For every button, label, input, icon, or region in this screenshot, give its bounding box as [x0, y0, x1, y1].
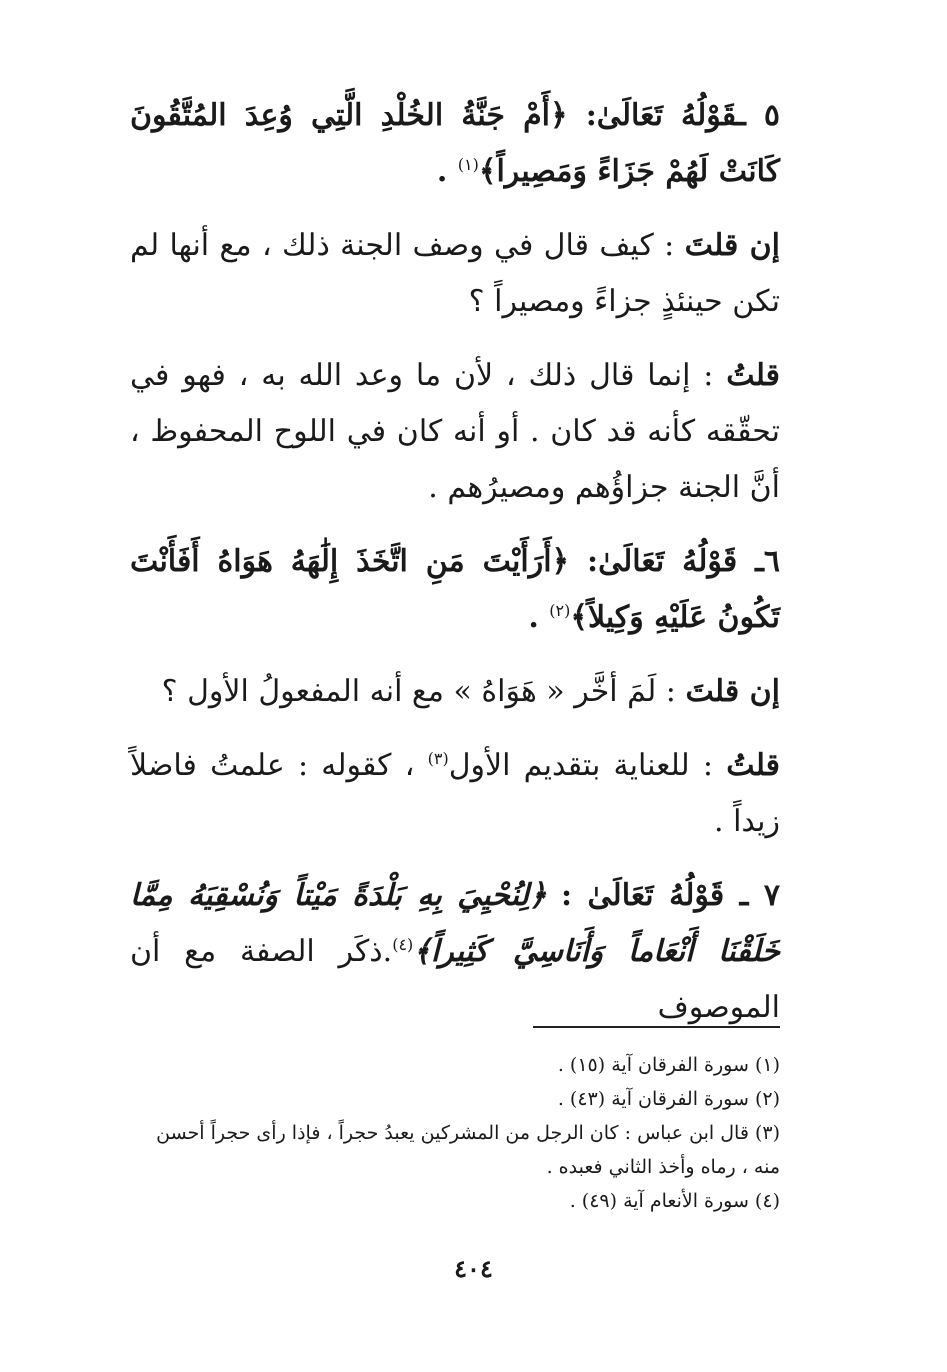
- footnote-ref-4[interactable]: (٤): [392, 935, 414, 954]
- paragraph-verse-5: [130, 88, 780, 200]
- verse-5-text: ﴿أَمْ جَنَّةُ الخُلْدِ الَّتِي وُعِدَ المُتَّقُونَ كَانَتْ لَهُمْ جَزَاءً وَمَصِيراً﴾: [130, 98, 780, 189]
- question-1-lead: إن قلتَ: [684, 228, 780, 263]
- paragraph-answer-1: [130, 348, 780, 516]
- footnote-2: (٢) سورة الفرقان آية (٤٣) .: [557, 1088, 780, 1110]
- paragraph-answer-2: [130, 738, 780, 850]
- answer-2-text-b: ، كقوله : علمتُ فاضلاً زيداً .: [130, 748, 780, 839]
- footnote-ref-1[interactable]: (١): [457, 155, 479, 174]
- verse-5-heading: ٥ ـقَوْلُهُ تَعَالَىٰ:: [585, 98, 780, 133]
- question-2-text: : لَمَ أخَّر « هَوَاهُ » مع أنه المفعولُ الأول ؟: [161, 674, 686, 709]
- paragraph-question-1: [130, 218, 780, 330]
- answer-2-text-a: : للعناية بتقديم الأول: [448, 748, 727, 783]
- footnote-ref-3[interactable]: (٣): [427, 749, 449, 768]
- answer-2-lead: قلتُ: [726, 748, 781, 783]
- paragraph-question-2: [130, 664, 780, 720]
- footnote-3: (٣) قال ابن عباس : كان الرجل من المشركين يعبدُ حجراً ، فإذا رأى حجراً أحسن منه ، رماه وأخذ الثاني فعبده .: [156, 1122, 780, 1178]
- paragraph-verse-7: [130, 868, 780, 1036]
- footnote-ref-2[interactable]: (٢): [549, 601, 571, 620]
- verse-5-end: .: [436, 154, 458, 189]
- verse-7-text: ﴿لِنُحْيِيَ بِهِ بَلْدَةً مَيْتاً وَنُسْقِيَهُ مِمَّا خَلَقْنَا أَنْعَاماً وَأَنَاسِيَّ كَثِيراً﴾: [130, 878, 780, 969]
- page-number: ٤٠٤: [454, 1254, 493, 1283]
- question-2-lead: إن قلتَ: [685, 674, 780, 709]
- verse-7-heading: ٧ ـ قَوْلُهُ تَعَالَىٰ :: [561, 878, 781, 913]
- page-body: [130, 88, 780, 1054]
- verse-7-tail: .ذكَر الصفة مع أن الموصوف: [130, 934, 780, 1025]
- verse-6-end: .: [528, 600, 550, 635]
- paragraph-verse-6: [130, 534, 780, 646]
- footnotes: [130, 1048, 780, 1218]
- verse-6-text: ﴿أَرَأَيْتَ مَنِ اتَّخَذَ إِلَٰهَهُ هَوَاهُ أَفَأَنْتَ تَكُونُ عَلَيْهِ وَكِيلاً﴾: [130, 544, 780, 635]
- footnote-1: (١) سورة الفرقان آية (١٥) .: [557, 1054, 780, 1076]
- question-1-text: : كيف قال في وصف الجنة ذلك ، مع أنها لم تكن حينئذٍ جزاءً ومصيراً ؟: [130, 228, 780, 319]
- footnote-4: (٤) سورة الأنعام آية (٤٩) .: [569, 1190, 780, 1212]
- footnote-separator: [533, 1026, 780, 1028]
- answer-1-lead: قلتُ: [726, 358, 780, 393]
- answer-1-text: : إنما قال ذلك ، لأن ما وعد الله به ، فهو في تحقّقه كأنه قد كان . أو أنه كان في اللوح المحفوظ ، أنَّ الجنة جزاؤُهم ومصيرُهم .: [130, 358, 780, 505]
- verse-6-heading: ٦ـ قَوْلُهُ تَعَالَىٰ:: [587, 544, 780, 579]
